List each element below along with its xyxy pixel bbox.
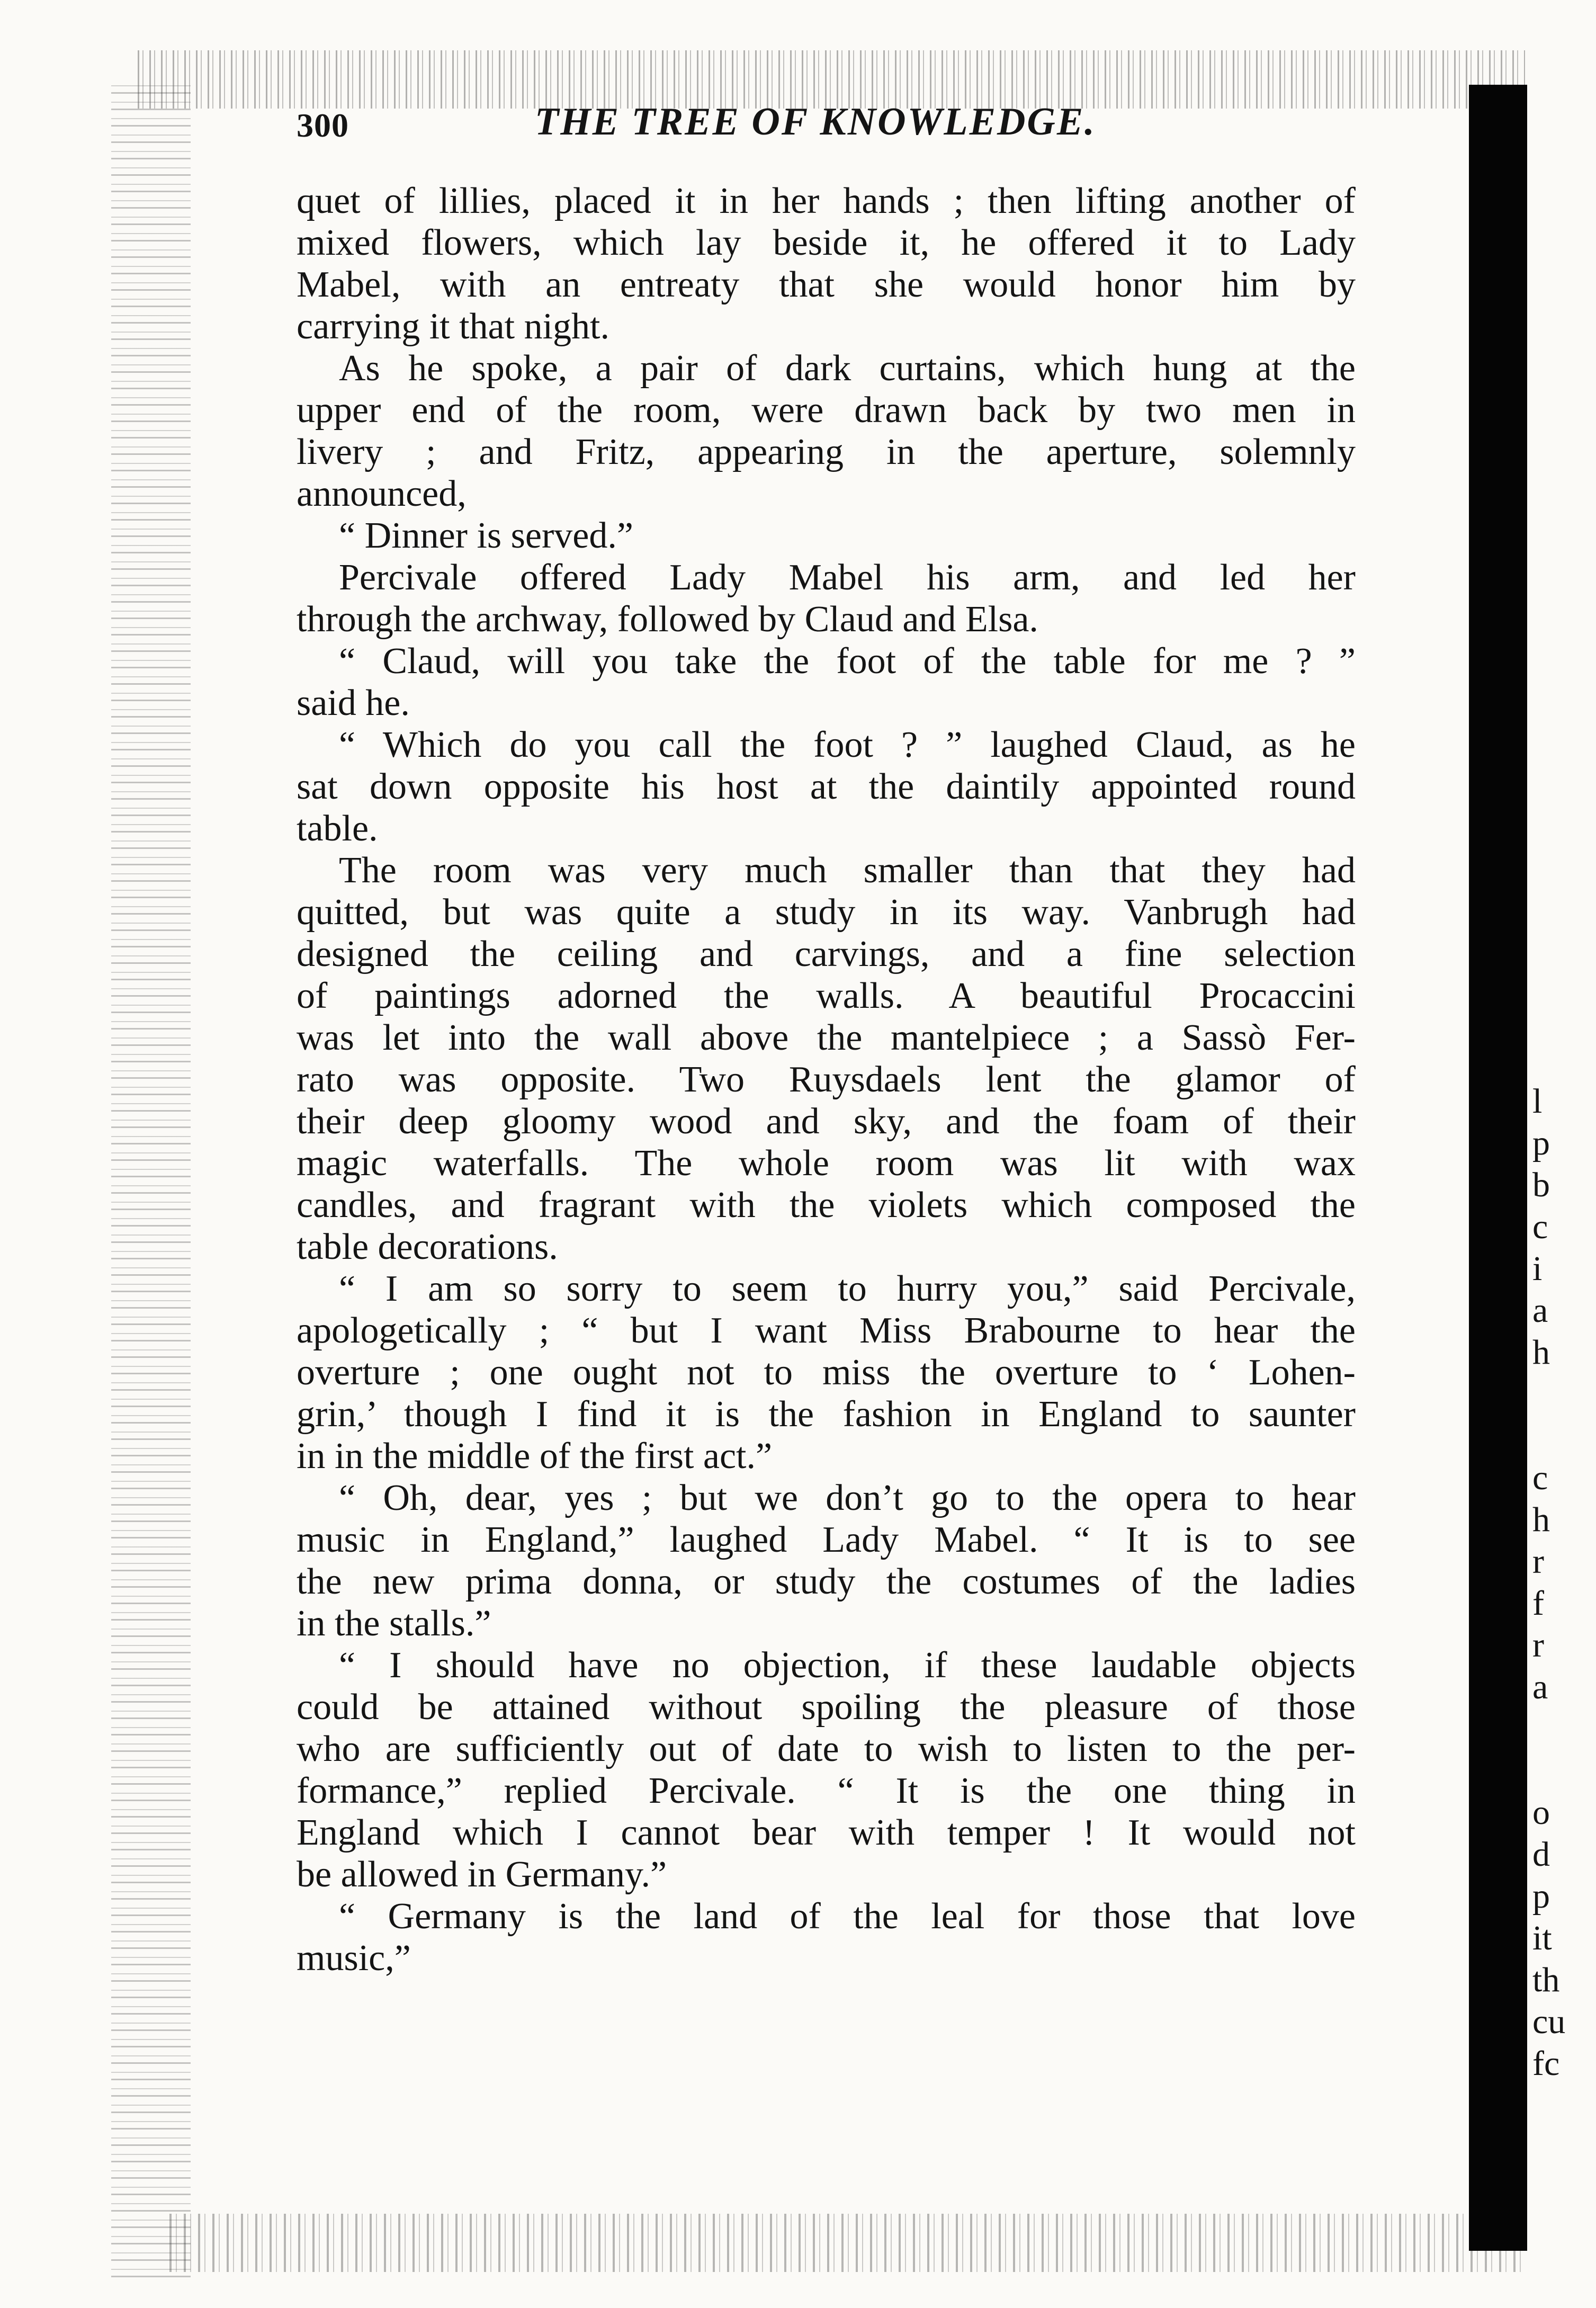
- adjacent-page-fragments: [1532, 1080, 1591, 2085]
- text-line: announced,: [297, 473, 467, 514]
- text-line: candles, and fragrant with the violets which composed the: [297, 1185, 1356, 1225]
- text-line: “ Oh, dear, yes ; but we don’t go to the opera to hear: [339, 1478, 1356, 1518]
- text-line: “ I am so sorry to seem to hurry you,” said Percivale,: [339, 1268, 1356, 1309]
- text-line: “ Which do you call the foot ? ” laughed Claud, as he: [339, 724, 1356, 765]
- text-line: overture ; one ought not to miss the overture to ‘ Lohen-: [297, 1352, 1356, 1393]
- binding-shadow-band: [1469, 85, 1527, 2251]
- text-line: sat down opposite his host at the daintily appointed round: [297, 766, 1356, 807]
- text-line: designed the ceiling and carvings, and a fine selection: [297, 934, 1356, 974]
- text-line: “ I should have no objection, if these laudable objects: [339, 1645, 1356, 1686]
- text-line: magic waterfalls. The whole room was lit with wax: [297, 1143, 1356, 1184]
- text-line: apologetically ; “ but I want Miss Brabourne to hear the: [297, 1310, 1356, 1351]
- text-line: quet of lillies, placed it in her hands ; then lifting another of: [297, 181, 1356, 221]
- adjacent-fragment: f: [1532, 1584, 1544, 1623]
- text-line: music,”: [297, 1938, 411, 1979]
- adjacent-fragment: th: [1532, 1961, 1560, 1999]
- adjacent-fragment: it: [1532, 1919, 1552, 1957]
- scan-noise-bottom-edge: [169, 2214, 1525, 2272]
- adjacent-fragment: d: [1532, 1835, 1550, 1874]
- adjacent-fragment: p: [1532, 1877, 1550, 1916]
- text-line: upper end of the room, were drawn back by two men in: [297, 390, 1356, 431]
- text-line: table decorations.: [297, 1227, 558, 1267]
- text-line: Percivale offered Lady Mabel his arm, and led her: [339, 557, 1356, 598]
- adjacent-fragment: p: [1532, 1124, 1550, 1162]
- body-text: [297, 180, 1356, 1979]
- page-number: 300: [297, 106, 349, 144]
- adjacent-fragment: h: [1532, 1500, 1550, 1539]
- adjacent-fragment: b: [1532, 1166, 1550, 1204]
- text-line: rato was opposite. Two Ruysdaels lent the glamor of: [297, 1059, 1356, 1100]
- adjacent-fragment: c: [1532, 1459, 1548, 1497]
- adjacent-fragment: a: [1532, 1668, 1548, 1706]
- text-line: in the stalls.”: [297, 1603, 491, 1644]
- adjacent-fragment: [1532, 1373, 1591, 1457]
- text-line: quitted, but was quite a study in its way. Vanbrugh had: [297, 892, 1356, 933]
- text-line: table.: [297, 808, 378, 849]
- text-line: livery ; and Fritz, appearing in the aperture, solemnly: [297, 432, 1356, 472]
- adjacent-fragment: l: [1532, 1082, 1543, 1121]
- text-line: said he.: [297, 683, 410, 723]
- adjacent-fragment: [1532, 1708, 1591, 1792]
- text-line: “ Dinner is served.”: [339, 515, 633, 556]
- text-line: “ Claud, will you take the foot of the table for me ? ”: [339, 641, 1356, 682]
- text-line: was let into the wall above the mantelpiece ; a Sassò Fer-: [297, 1017, 1356, 1058]
- adjacent-fragment: h: [1532, 1333, 1550, 1372]
- running-title: THE TREE OF KNOWLEDGE.: [535, 100, 1096, 144]
- text-line: could be attained without spoiling the pleasure of those: [297, 1687, 1356, 1728]
- text-line: As he spoke, a pair of dark curtains, which hung at the: [339, 348, 1356, 389]
- text-line: Mabel, with an entreaty that she would honor him by: [297, 264, 1356, 305]
- text-line: who are sufficiently out of date to wish to listen to the per-: [297, 1729, 1356, 1769]
- text-line: grin,’ though I find it is the fashion in England to saunter: [297, 1394, 1356, 1435]
- text-line: England which I cannot bear with temper ! It would not: [297, 1812, 1356, 1853]
- adjacent-fragment: c: [1532, 1207, 1548, 1246]
- scan-noise-left-edge: [111, 85, 191, 2277]
- text-line: The room was very much smaller than that they had: [339, 850, 1356, 891]
- text-line: of paintings adorned the walls. A beautiful Procaccini: [297, 976, 1356, 1016]
- adjacent-fragment: a: [1532, 1291, 1548, 1330]
- text-line: be allowed in Germany.”: [297, 1854, 667, 1895]
- text-line: their deep gloomy wood and sky, and the foam of their: [297, 1101, 1356, 1142]
- adjacent-fragment: r: [1532, 1542, 1544, 1581]
- adjacent-fragment: i: [1532, 1249, 1543, 1288]
- text-line: carrying it that night.: [297, 306, 609, 347]
- text-line: music in England,” laughed Lady Mabel. “ It is to see: [297, 1519, 1356, 1560]
- text-line: mixed flowers, which lay beside it, he offered it to Lady: [297, 222, 1356, 263]
- text-line: “ Germany is the land of the leal for those that love: [339, 1896, 1356, 1937]
- adjacent-fragment: cu: [1532, 2002, 1566, 2041]
- text-line: through the archway, followed by Claud and Elsa.: [297, 599, 1038, 640]
- text-line: the new prima donna, or study the costumes of the ladies: [297, 1561, 1356, 1602]
- adjacent-fragment: fc: [1532, 2044, 1560, 2083]
- adjacent-fragment: o: [1532, 1793, 1550, 1832]
- text-line: in in the middle of the first act.”: [297, 1436, 773, 1477]
- adjacent-fragment: r: [1532, 1626, 1544, 1665]
- text-line: formance,” replied Percivale. “ It is the one thing in: [297, 1770, 1356, 1811]
